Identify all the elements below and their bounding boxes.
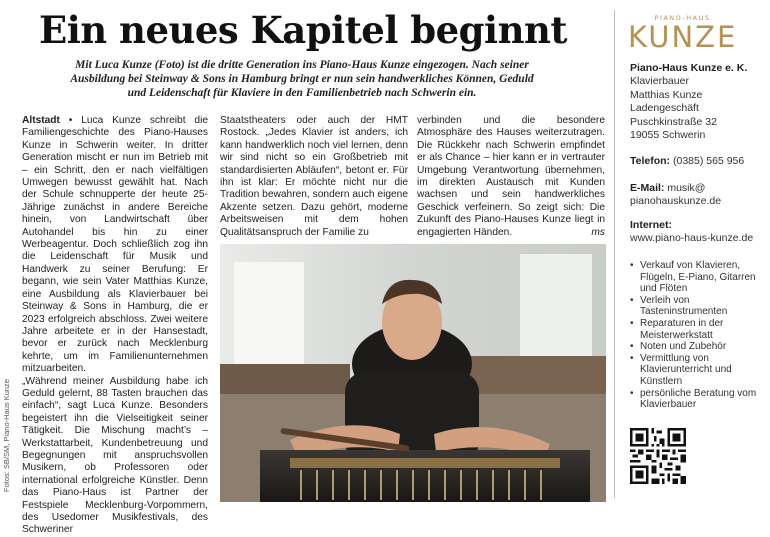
article-column-1 — [22, 115, 208, 537]
dateline: Altstadt — [22, 115, 60, 126]
service-item: • Noten und Zubehör — [630, 341, 768, 353]
phone-label: Telefon: — [630, 155, 671, 167]
email-address-part-2[interactable]: pianohauskunze.de — [630, 195, 722, 208]
article-paragraph-4-text: verbinden und die besondere Atmosphäre des Hauses weiterzutragen. Die Rückkehr nach Schwerin empfindet er als Chance – hier kann er in vertrauter Umgebung Verantwortung übernehmen, im direkten Austausch mit Kunden wachsen und sein handwerkliches Geschick verfeinern. So zeigt sich: Die Zukunft des Piano-Hauses Kunze liegt in engagierten Händen. — [417, 115, 605, 238]
website-link[interactable]: www.piano-haus-kunze.de — [630, 232, 754, 245]
photo-illustration — [220, 244, 606, 502]
address-line: Klavierbauer — [630, 75, 689, 88]
internet-label: Internet: — [630, 219, 672, 231]
article-paragraph-1-text: • Luca Kunze schreibt die Familiengeschichte des Piano-Hauses Kunze in Schwerin weiter. In dritter Generation mischt er nun im Betrieb mit – ein Schritt, den er nach vielfältigen Umwegen bewusst gewählt hat. Nach der Schule schnupperte der heute 25-Jährige zunächst in andere Bereiche hinein, von Landwirtschaft über Autohandel bis hin zu einer Werbeagentur. Doch schließlich zog ihn die Leidenschaft für Musik und Handwerk zu seiner Berufung: Er begann, wie sein Vater Matthias Kunze, eine Ausbildung als Klavierbauer bei Steinway & Sons in Hamburg, die er 2023 erfolgreich abschloss. Zwei weitere Jahre arbeitete er in der Hansestadt, bevor er zurück nach Mecklenburg kehrte, um im Familienunternehmen mitzuarbeiten. — [22, 115, 208, 375]
web-contact — [630, 219, 770, 246]
advertiser-sidebar — [626, 0, 768, 502]
article-headline: Ein neues Kapitel beginnt — [39, 8, 567, 52]
brand-logo: KUNZE — [628, 20, 738, 54]
article-photo — [220, 244, 606, 502]
address-line: 19055 Schwerin — [630, 129, 706, 142]
service-item: • Verkauf von Klavieren, Flügeln, E-Piano, Gitarren und Flöten — [630, 260, 768, 295]
author-signature: ms — [591, 226, 605, 238]
article-paragraph-2: „Während meiner Ausbildung habe ich Geduld gelernt, 88 Tasten brauchen das einfach“, sagt Luca Kunze. Besonders begeistert ihn die Vielseitigkeit seiner Tätigkeit. Die Mischung macht’s – Werkstattarbeit, Kundenbetreuung und Begegnungen mit anspruchsvollen Musikern, ob Professoren oder international erfolgreiche Künstler. Denn das Piano-Haus ist Partner der Festspiele Mecklenburg-Vorpommern, des Usedomer Musikfestivals, des Schweriner — [22, 375, 208, 536]
service-item: • persönliche Beratung vom Klavierbauer — [630, 388, 768, 411]
qr-code-icon[interactable] — [630, 428, 686, 484]
article-lead: Mit Luca Kunze (Foto) ist die dritte Generation ins Piano-Haus Kunze eingezogen. Nach seiner Ausbildung bei Steinway & Sons in Hamburg bringt er nun sein handwerkliches Können, Geduld und Leidenschaft für Klaviere in den Familienbetrieb nach Schwerin ein. — [70, 59, 534, 99]
company-name: Piano-Haus Kunze e. K. — [630, 62, 748, 74]
article-paragraph-1 — [22, 115, 208, 376]
phone-contact — [630, 155, 770, 168]
service-item: • Vermittlung von Klavierunterricht und Künstlern — [630, 353, 768, 388]
sidebar-divider — [614, 10, 615, 498]
services-list — [630, 260, 768, 411]
address-line: Matthias Kunze — [630, 88, 703, 101]
address-line: Ladengeschäft — [630, 102, 699, 115]
email-address-part-1[interactable]: musik@ — [667, 182, 706, 194]
article-paragraph-3: Staatstheaters oder auch der HMT Rostock. „Jedes Klavier ist anders, ich kann handwerklich noch viel lernen, denn wir sind nicht so ein Großbetrieb mit standardisierten Abläufen“, betont er. Für ihn ist klar: Er möchte nicht nur die Tradition bewahren, sondern auch eigene Akzente setzen. Dazu gehört, moderne Arbeitsweisen mit dem hohen Qualitätsanspruch der Familie zu — [220, 115, 408, 238]
article-column-3 — [417, 115, 605, 239]
email-label: E-Mail: — [630, 182, 665, 194]
brand-logo-top: PIANO-HAUS — [654, 14, 711, 22]
phone-number[interactable]: (0385) 565 956 — [672, 155, 745, 167]
address-line: Puschkinstraße 32 — [630, 115, 717, 128]
article-paragraph-4 — [417, 115, 605, 239]
photo-credit: Fotos: SB/SM, Piano-Haus Kunze — [2, 379, 11, 492]
service-item: • Verleih von Tasteninstrumenten — [630, 295, 768, 318]
service-item: • Reparaturen in der Meisterwerkstatt — [630, 318, 768, 341]
company-address — [630, 62, 770, 142]
article-column-2 — [220, 115, 408, 239]
email-contact — [630, 182, 770, 209]
